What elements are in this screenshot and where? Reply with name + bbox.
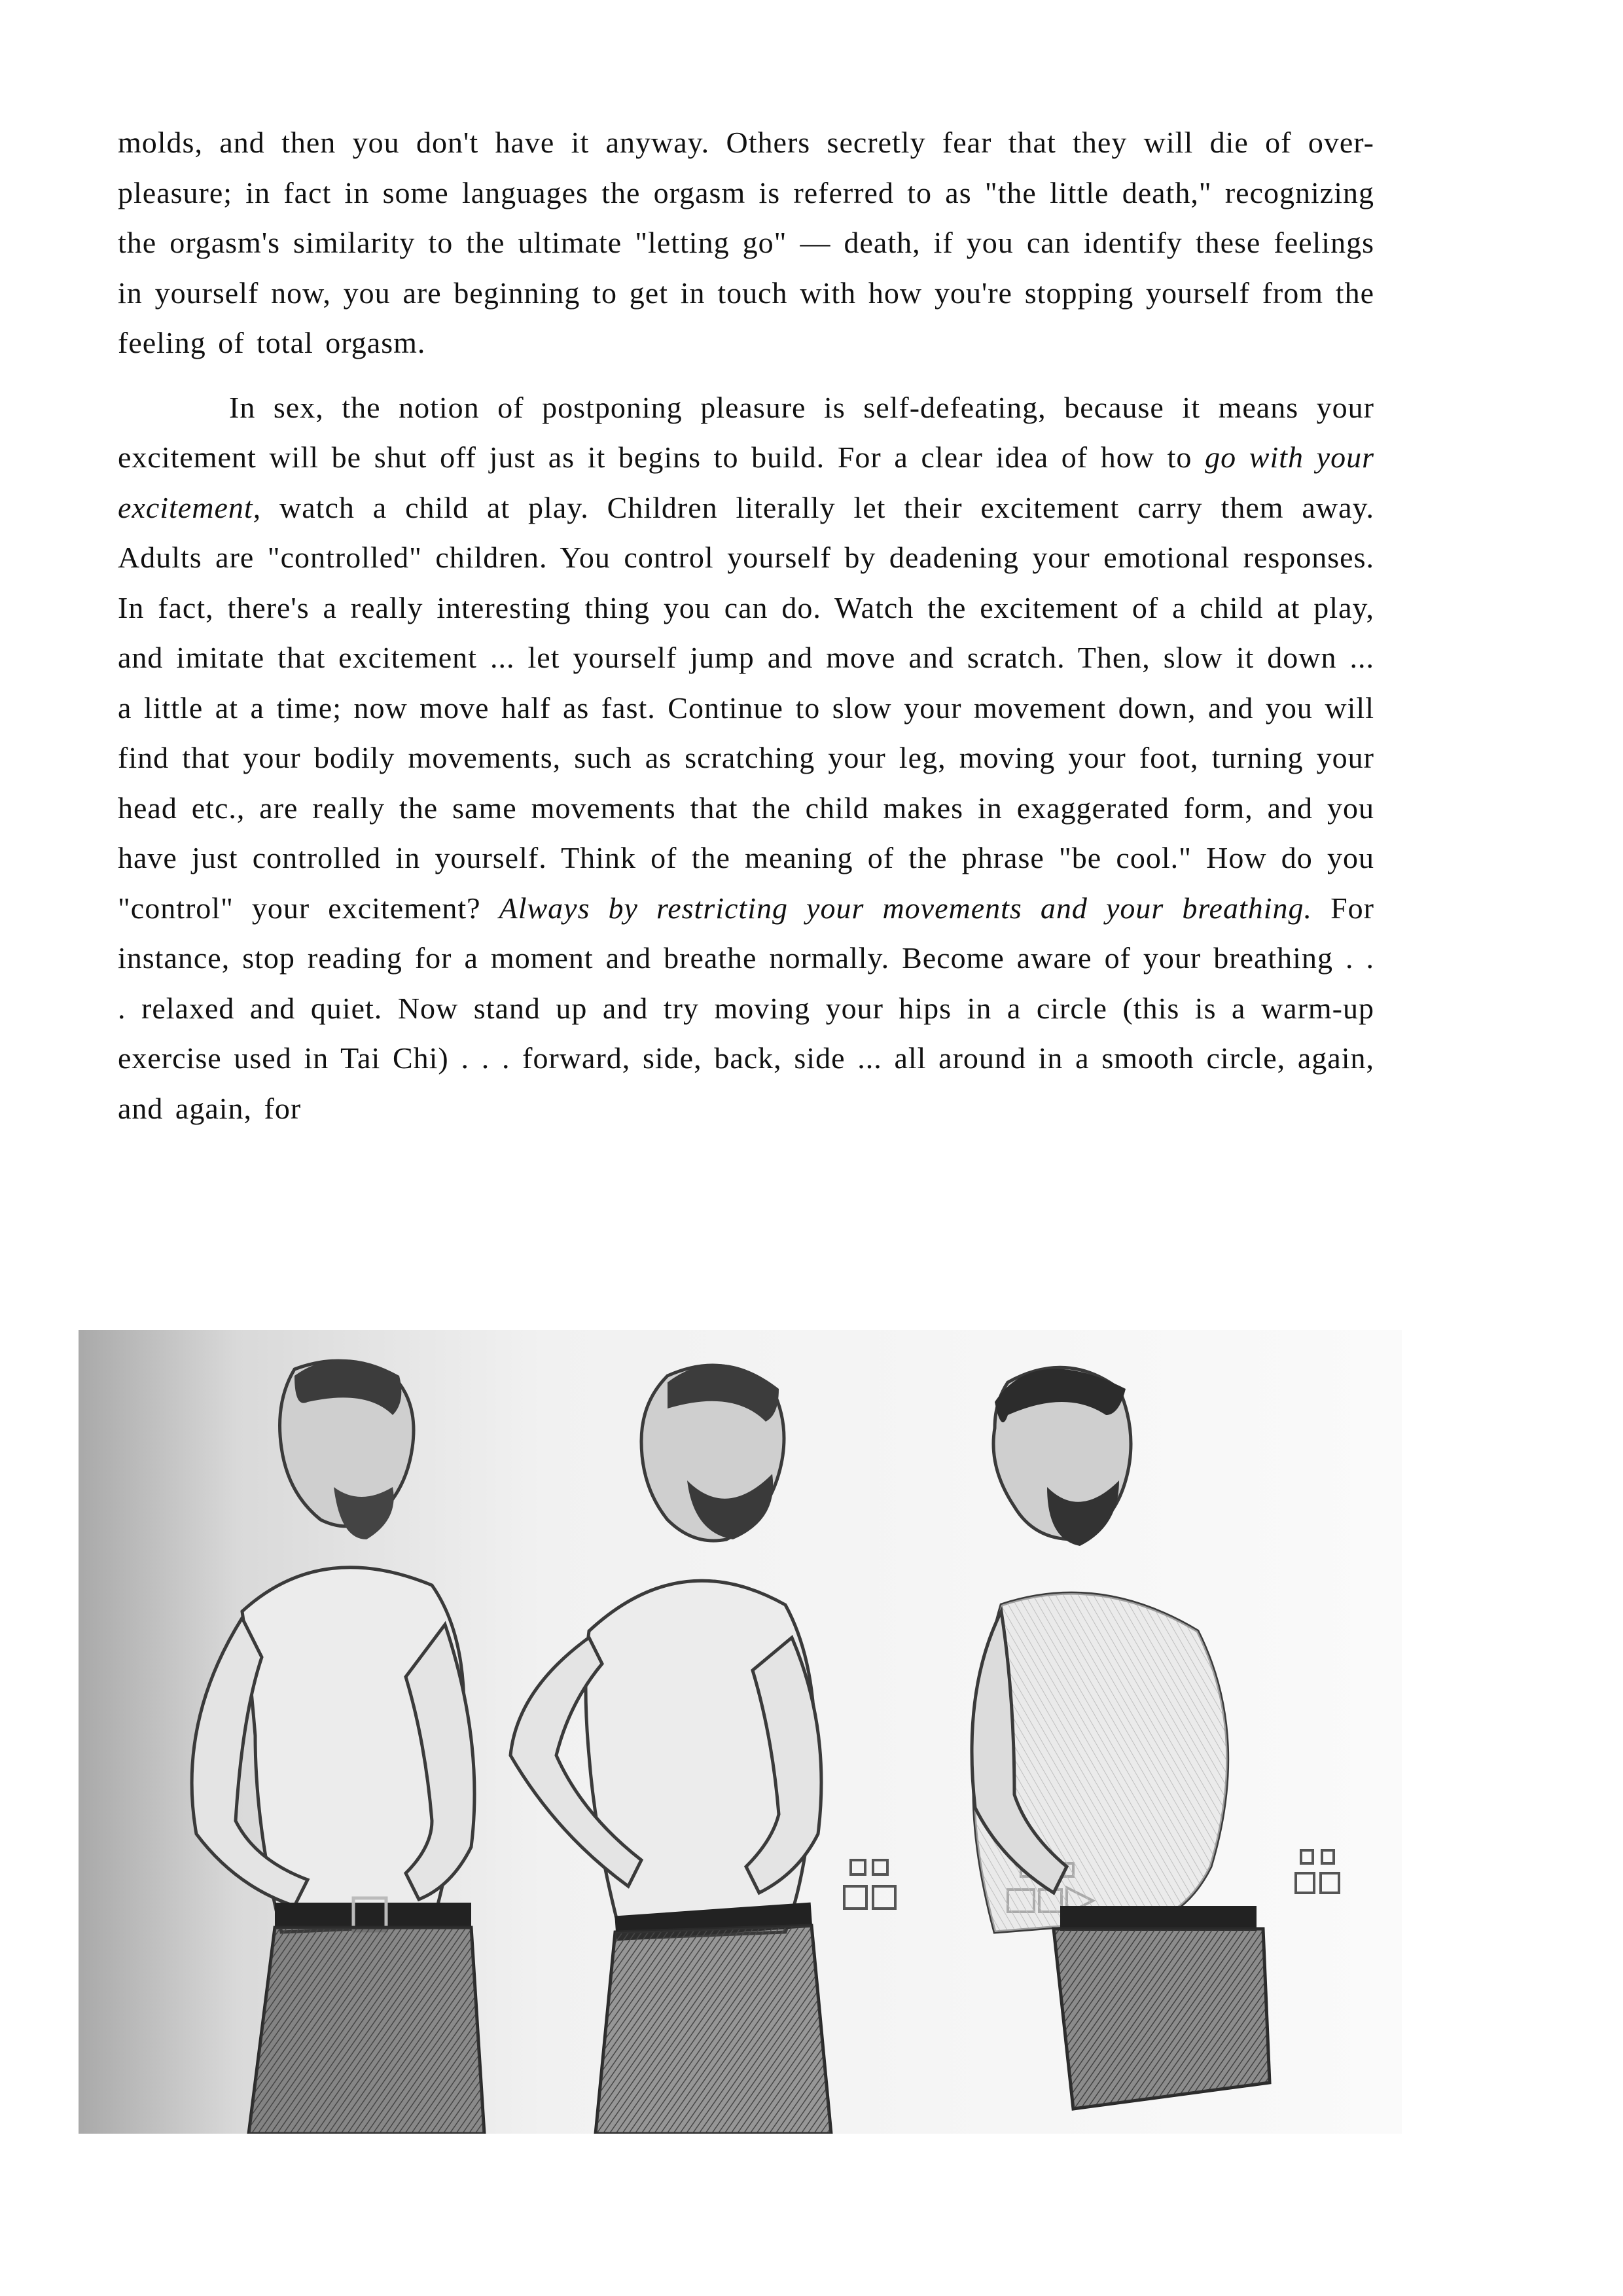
paragraph-2	[118, 383, 1374, 1134]
man-rotating-hips-sketch-icon	[79, 1330, 1402, 2134]
paragraph-1	[118, 118, 1374, 368]
text-segment: Always by restricting your movements and your breathing.	[499, 891, 1313, 925]
text-segment: In sex, the notion of postponing pleasure is self-defeating, because it means your excitement will be shut off just as it begins to build. For a clear idea of how to	[118, 390, 1374, 474]
text-segment: For instance, stop reading for a moment and breathe normally. Become aware of your breathing . . . relaxed and quiet. Now stand up and try moving your hips in a circle (this is a warm-up exercise used in Tai Chi) . . . forward, side, back, side ... all around in a smooth circle, again, and again, for	[118, 891, 1375, 1125]
text-segment: molds, and then you don't have it anyway. Others secretly fear that they will die of over-pleasure; in fact in some languages the orgasm is referred to as "the little death," recognizing the orgasm's similarity to the ultimate "letting go" — death, if you can identify these feelings in yourself now, you are beginning to get in touch with how you're stopping yourself from the feeling of total orgasm.	[118, 126, 1374, 359]
text-segment: watch a child at play. Children literally let their excitement carry them away. Adults are "controlled" children. You control yourself by deadening your emotional responses. In fact, there's a really interesting thing you can do. Watch the excitement of a child at play, and imitate that excitement ... let yourself jump and move and scratch. Then, slow it down ... a little at a time; now move half as fast. Continue to slow your movement down, and you will find that your bodily movements, such as scratching your leg, moving your foot, turning your head etc., are really the same movements that the child makes in exaggerated form, and you have just controlled in yourself. Think of the meaning of the phrase "be cool." How do you "control" your excitement?	[118, 490, 1374, 925]
body-text	[118, 118, 1374, 1134]
text-segment: go with your excitement,	[118, 440, 1374, 524]
hip-circle-illustration	[79, 1330, 1402, 2134]
